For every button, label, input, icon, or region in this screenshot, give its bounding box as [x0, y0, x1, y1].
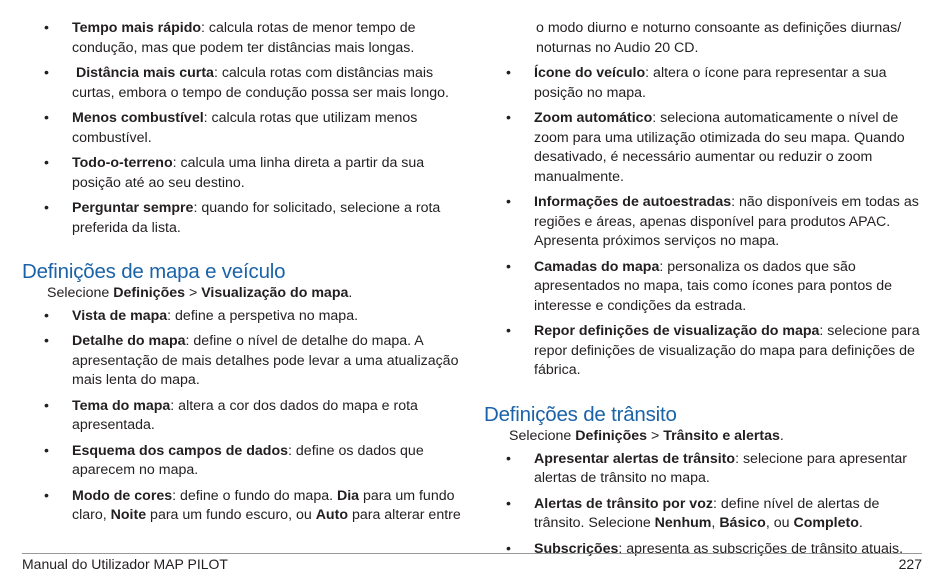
list-item	[22, 199, 464, 238]
map-settings-list	[22, 307, 464, 526]
bullet: •	[44, 397, 49, 414]
list-item	[22, 307, 464, 327]
bullet: •	[506, 109, 511, 126]
item-term: Zoom automático	[534, 109, 653, 126]
option-night: Noite	[110, 507, 147, 524]
option-basic: Básico	[719, 515, 766, 532]
bullet: •	[44, 154, 49, 171]
intro-separator: >	[647, 428, 664, 445]
item-term: Vista de mapa	[72, 307, 168, 324]
list-item	[22, 442, 464, 481]
item-description: : seleciona automaticamente o nível de zoom para uma utilização otimizada do seu mapa. Quando desativado, é necessário aumentar ou reduzir o zoom manualmente.	[534, 109, 905, 185]
item-description: , ou	[765, 515, 794, 532]
item-description: ,	[711, 515, 720, 532]
item-term: Esquema dos campos de dados	[72, 442, 289, 459]
item-description: para um fundo claro,	[72, 487, 455, 524]
map-settings-list-continued	[484, 64, 922, 381]
list-item	[22, 109, 464, 148]
bullet: •	[44, 487, 49, 504]
item-term: Tempo mais rápido	[72, 20, 202, 36]
item-term: Camadas do mapa	[534, 258, 660, 275]
section-intro	[22, 284, 464, 304]
item-term: Repor definições de visualização do mapa	[534, 323, 820, 340]
list-item	[484, 193, 922, 252]
bullet: •	[44, 333, 49, 350]
item-description: : altera a cor dos dados do mapa e rota apresentada.	[72, 397, 418, 434]
item-description: : calcula rotas que utilizam menos combustível.	[72, 109, 418, 146]
list-item	[484, 450, 922, 489]
left-column	[22, 0, 464, 532]
option-auto: Auto	[315, 507, 348, 524]
item-description: : define a perspetiva no mapa.	[167, 307, 359, 324]
item-description: : define o nível de detalhe do mapa. A apresentação de mais detalhes pode levar a uma atualização mais lenta do mapa.	[72, 333, 459, 389]
item-term: Tema do mapa	[72, 397, 171, 414]
footer-divider	[22, 553, 922, 554]
bullet: •	[506, 64, 511, 81]
list-item	[484, 258, 922, 317]
section-heading-map: Definições de mapa e veículo	[22, 260, 286, 284]
list-item	[484, 322, 922, 381]
item-description: : define os dados que aparecem no mapa.	[72, 442, 424, 479]
footer-manual-title: Manual do Utilizador MAP PILOT	[22, 556, 228, 572]
intro-menu-map-view: Visualização do mapa	[201, 285, 349, 302]
section-heading-traffic: Definições de trânsito	[484, 403, 677, 427]
item-term: Modo de cores	[72, 487, 173, 504]
bullet: •	[44, 109, 49, 126]
item-description: para um fundo escuro, ou	[146, 507, 316, 524]
item-description: : apresenta as subscrições de trânsito atuais.	[618, 540, 904, 557]
item-description: : calcula rotas com distâncias mais curtas, embora o tempo de condução possa ser mais longo.	[72, 64, 449, 101]
traffic-settings-list	[484, 450, 922, 560]
item-description: : calcula rotas de menor tempo de condução, mas que podem ter distâncias mais longas.	[72, 20, 416, 56]
bullet: •	[506, 258, 511, 275]
section-intro	[484, 427, 922, 447]
item-term: Subscrições	[534, 540, 619, 557]
bullet: •	[506, 450, 511, 467]
list-item	[22, 19, 464, 58]
item-description: : selecione para repor definições de visualização do mapa para definições de fábrica.	[534, 323, 920, 379]
bullet: •	[506, 323, 511, 340]
list-item	[484, 540, 922, 560]
bullet: •	[44, 64, 49, 81]
item-term: Detalhe do mapa	[72, 333, 186, 350]
item-description: .	[858, 515, 863, 532]
item-description: : define nível de alertas de trânsito. Selecione	[534, 495, 880, 532]
item-description: : personaliza os dados que são apresentados no mapa, tais como ícones para pontos de interesse e condições da estrada.	[534, 258, 893, 314]
list-item	[22, 64, 464, 103]
option-complete: Completo	[793, 515, 859, 532]
item-term: Alertas de trânsito por voz	[534, 495, 713, 512]
intro-menu-settings: Definições	[113, 285, 186, 302]
item-description: : selecione para apresentar alertas de trânsito no mapa.	[534, 450, 908, 487]
item-term: Perguntar sempre	[72, 199, 194, 216]
item-description: : não disponíveis em todas as regiões e áreas, apenas disponível para produtos APAC. Apresenta próximos serviços no mapa.	[534, 194, 919, 250]
item-term: Todo-o-terreno	[72, 154, 173, 171]
list-item	[484, 495, 922, 534]
item-term: Ícone do veículo	[534, 64, 646, 81]
list-item	[22, 332, 464, 391]
list-item	[484, 109, 922, 187]
list-item	[22, 397, 464, 436]
list-item	[22, 154, 464, 193]
item-term: Distância mais curta	[72, 64, 214, 81]
item-description: : quando for solicitado, selecione a rota preferida da lista.	[72, 199, 441, 236]
bullet: •	[506, 495, 511, 512]
route-preference-list	[22, 19, 464, 238]
intro-menu-traffic: Trânsito e alertas	[663, 428, 780, 445]
item-description: : calcula uma linha direta a partir da sua posição até ao seu destino.	[72, 154, 425, 191]
bullet: •	[44, 307, 49, 324]
list-item	[484, 64, 922, 103]
right-column	[484, 0, 922, 565]
intro-text: Selecione	[47, 285, 114, 302]
item-term: Informações de autoestradas	[534, 194, 732, 211]
bullet: •	[44, 199, 49, 216]
bullet: •	[44, 20, 49, 36]
intro-period: .	[348, 285, 353, 302]
bullet: •	[506, 194, 511, 211]
item-term: Menos combustível	[72, 109, 204, 126]
intro-period: .	[779, 428, 784, 445]
item-term: Apresentar alertas de trânsito	[534, 450, 736, 467]
bullet: •	[506, 540, 511, 557]
continued-text: o modo diurno e noturno consoante as definições diurnas/ noturnas no Audio 20 CD.	[536, 20, 902, 56]
footer-page-number: 227	[898, 556, 922, 572]
option-none: Nenhum	[654, 515, 712, 532]
item-description: para alterar entre	[348, 507, 461, 524]
bullet: •	[44, 442, 49, 459]
item-description: : altera o ícone para representar a sua posição no mapa.	[534, 64, 887, 101]
option-day: Dia	[336, 487, 360, 504]
intro-menu-settings: Definições	[575, 428, 648, 445]
item-description: : define o fundo do mapa.	[172, 487, 337, 504]
intro-separator: >	[185, 285, 202, 302]
list-item	[22, 487, 464, 526]
intro-text: Selecione	[509, 428, 576, 445]
